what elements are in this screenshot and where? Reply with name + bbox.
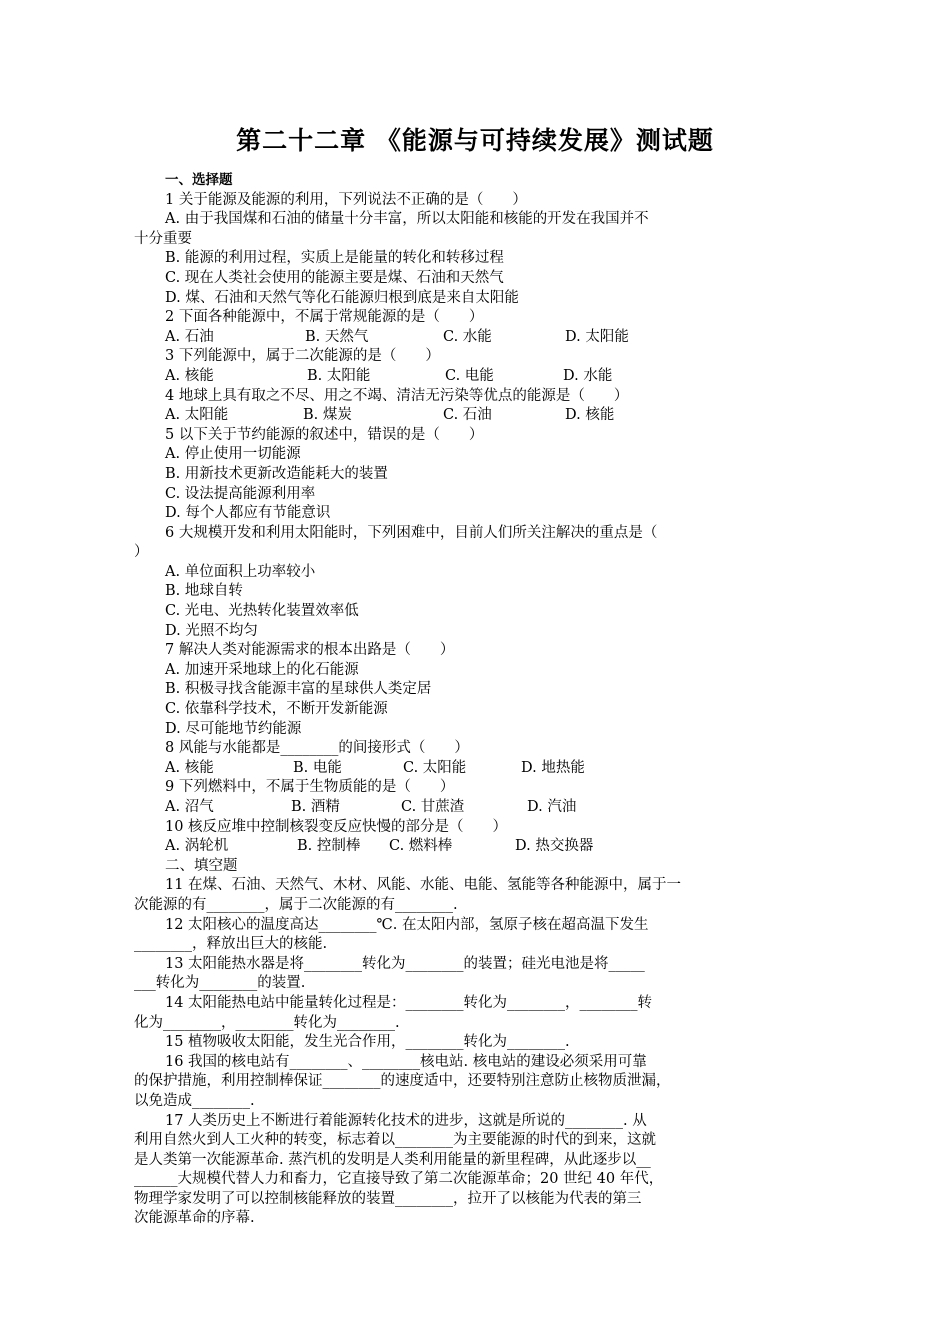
q11-line-1: 11 在煤、石油、天然气、木材、风能、水能、电能、氢能等各种能源中，属于一	[165, 877, 682, 894]
q9-stem: 9 下列燃料中，不属于生物质能的是（ ）	[165, 779, 455, 796]
q17-line-1: 17 人类历史上不断进行着能源转化技术的进步，这就是所说的________. 从	[165, 1112, 647, 1129]
q5-option-d: D. 每个人都应有节能意识	[165, 505, 331, 522]
q10-stem: 10 核反应堆中控制核裂变反应快慢的部分是（ ）	[165, 818, 508, 835]
q4-stem: 4 地球上具有取之不尽、用之不竭、清洁无污染等优点的能源是（ ）	[165, 387, 629, 404]
q16-line-3: 以免造成________.	[134, 1092, 255, 1109]
q10-option-a: A. 涡轮机	[165, 838, 229, 855]
section-heading-fill: 二、填空题	[165, 857, 238, 874]
q1-option-a-cont: 十分重要	[134, 230, 192, 247]
q9-option-b: B. 酒精	[291, 799, 340, 815]
q3-option-d: D. 水能	[563, 367, 613, 384]
q17-line-6: 次能源革命的序幕.	[134, 1210, 255, 1227]
q1-option-c: C. 现在人类社会使用的能源主要是煤、石油和天然气	[165, 269, 504, 286]
q6-option-d: D. 光照不均匀	[165, 622, 258, 639]
q17-line-2: 利用自然火到人工火种的转变，标志着以________为主要能源的时代的到来，这就	[134, 1132, 656, 1149]
q7-option-b: B. 积极寻找含能源丰富的星球供人类定居	[165, 681, 432, 698]
q6-option-c: C. 光电、光热转化装置效率低	[165, 603, 359, 620]
q5-option-a: A. 停止使用一切能源	[165, 446, 301, 463]
q3-options	[134, 367, 726, 387]
q6-option-a: A. 单位面积上功率较小	[165, 563, 316, 580]
q3-option-a: A. 核能	[165, 367, 214, 384]
q2-stem: 2 下面各种能源中，不属于常规能源的是（ ）	[165, 309, 484, 326]
q9-options	[134, 798, 726, 818]
q13-line-1: 13 太阳能热水器是将________转化为________的装置；硅光电池是将_____	[165, 955, 645, 972]
q8-options	[134, 759, 726, 779]
q9-option-d: D. 汽油	[527, 799, 577, 815]
q4-option-d: D. 核能	[565, 407, 615, 424]
q6-stem-cont: ）	[134, 544, 149, 561]
q1-option-a: A. 由于我国煤和石油的储量十分丰富，所以太阳能和核能的开发在我国并不	[165, 211, 649, 228]
q7-option-d: D. 尽可能地节约能源	[165, 720, 302, 737]
q3-stem: 3 下列能源中，属于二次能源的是（ ）	[165, 348, 440, 365]
q8-option-a: A. 核能	[165, 759, 214, 776]
q2-option-d: D. 太阳能	[565, 328, 629, 345]
q1-stem: 1 关于能源及能源的利用，下列说法不正确的是（ ）	[165, 191, 527, 208]
section-heading-choice: 一、选择题	[165, 172, 233, 188]
q7-stem: 7 解决人类对能源需求的根本出路是（ ）	[165, 642, 455, 659]
q15-line-1: 15 植物吸收太阳能，发生光合作用，________转化为________.	[165, 1034, 570, 1051]
q5-stem: 5 以下关于节约能源的叙述中，错误的是（ ）	[165, 426, 484, 443]
q17-line-3: 是人类第一次能源革命. 蒸汽机的发明是人类利用能量的新里程碑，从此逐步以__	[134, 1151, 651, 1168]
q5-option-b: B. 用新技术更新改造能耗大的装置	[165, 465, 388, 482]
q10-option-c: C. 燃料棒	[389, 838, 453, 855]
q6-option-b: B. 地球自转	[165, 583, 243, 600]
q10-options	[134, 837, 726, 857]
q1-option-d: D. 煤、石油和天然气等化石能源归根到底是来自太阳能	[165, 289, 519, 306]
q4-option-b: B. 煤炭	[303, 407, 352, 424]
q8-option-c: C. 太阳能	[403, 759, 467, 776]
q9-option-a: A. 沼气	[165, 799, 214, 815]
q2-option-c: C. 水能	[443, 328, 492, 345]
q1-option-b: B. 能源的利用过程，实质上是能量的转化和转移过程	[165, 250, 504, 267]
page-title: 第二十二章 《能源与可持续发展》测试题	[236, 126, 714, 155]
q4-option-a: A. 太阳能	[165, 407, 229, 424]
q11-line-2: 次能源的有________，属于二次能源的有________.	[134, 896, 458, 913]
q7-option-c: C. 依靠科学技术，不断开发新能源	[165, 701, 388, 718]
q4-option-c: C. 石油	[443, 407, 492, 424]
q8-option-b: B. 电能	[293, 759, 342, 776]
q3-option-c: C. 电能	[445, 367, 494, 384]
q2-option-a: A. 石油	[165, 328, 214, 345]
q6-stem: 6 大规模开发和利用太阳能时，下列困难中，目前人们所关注解决的重点是（	[165, 524, 658, 541]
q16-line-2: 的保护措施，利用控制棒保证________的速度适中，还要特别注意防止核物质泄漏，	[134, 1073, 671, 1090]
q8-option-d: D. 地热能	[521, 759, 585, 776]
q17-line-4: ______大规模代替人力和畜力，它直接导致了第二次能源革命；20 世纪 40 年代，	[134, 1171, 664, 1188]
q8-stem: 8 风能与水能都是________的间接形式（ ）	[165, 740, 469, 757]
q10-option-d: D. 热交换器	[515, 838, 594, 855]
q9-option-c: C. 甘蔗渣	[401, 799, 465, 815]
q12-line-1: 12 太阳核心的温度高达________℃. 在太阳内部，氢原子核在超高温下发生	[165, 916, 649, 933]
question-body	[134, 171, 726, 1229]
q4-options	[134, 406, 726, 426]
q3-option-b: B. 太阳能	[307, 367, 371, 384]
q14-line-1: 14 太阳能热电站中能量转化过程是：________转化为________，________转	[165, 994, 653, 1011]
q17-line-5: 物理学家发明了可以控制核能释放的装置________，拉开了以核能为代表的第三	[134, 1190, 642, 1207]
q16-line-1: 16 我国的核电站有________、________核电站. 核电站的建设必须采用可靠	[165, 1053, 647, 1070]
q2-options	[134, 328, 726, 348]
q2-option-b: B. 天然气	[305, 328, 369, 345]
q10-option-b: B. 控制棒	[297, 838, 361, 855]
q12-line-2: ________，释放出巨大的核能.	[134, 936, 328, 953]
q13-line-2: ___转化为________的装置.	[134, 975, 306, 992]
q5-option-c: C. 设法提高能源利用率	[165, 485, 316, 502]
q7-option-a: A. 加速开采地球上的化石能源	[165, 661, 359, 678]
q14-line-2: 化为________，________转化为________.	[134, 1014, 400, 1031]
